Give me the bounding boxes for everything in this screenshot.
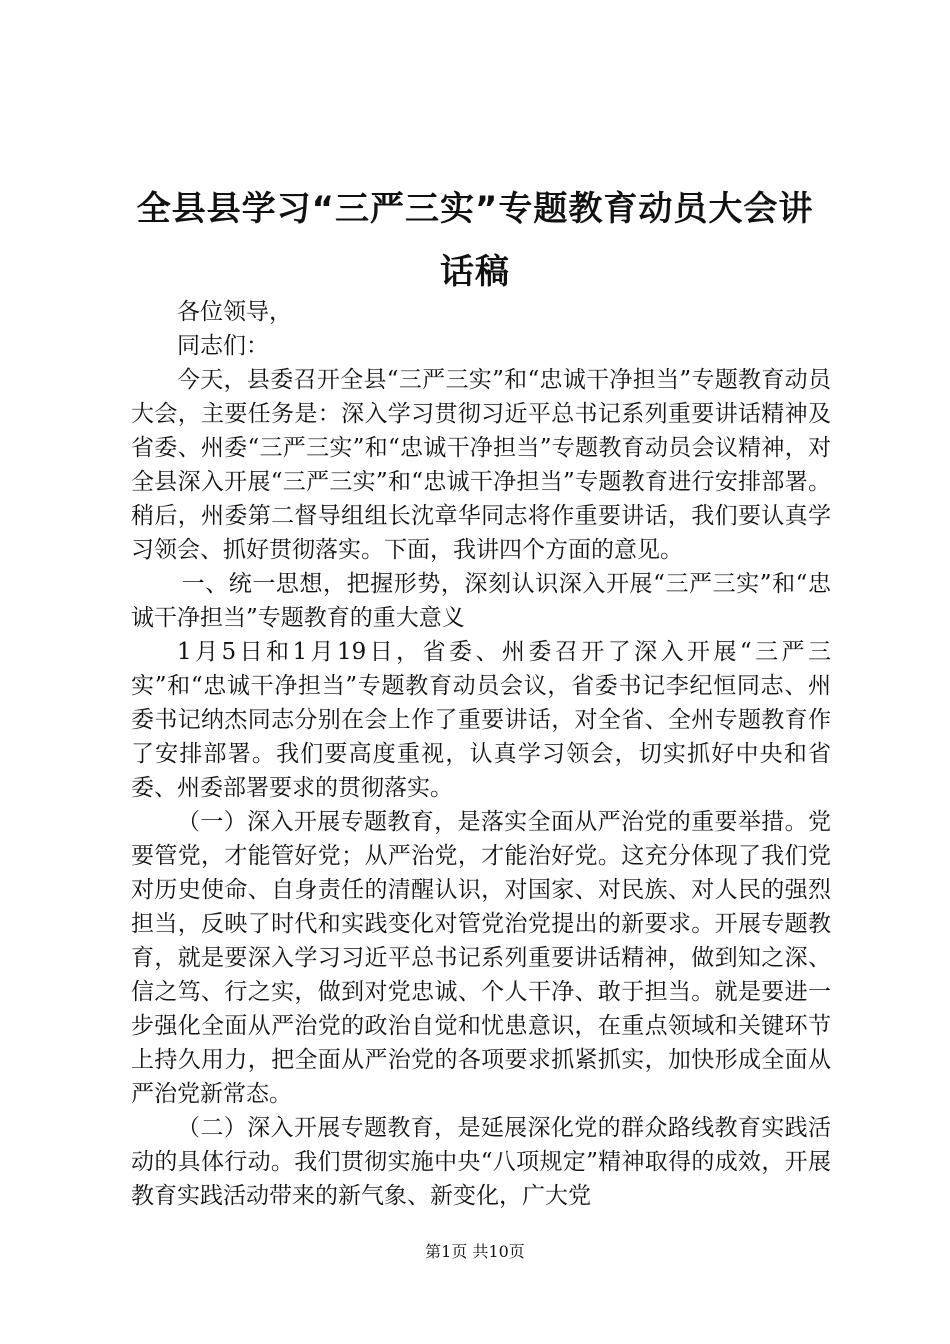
title-line-1: 全县县学习“三严三实”专题教育动员大会讲 — [136, 189, 814, 229]
paragraph-point-1: （一）深入开展专题教育，是落实全面从严治党的重要举措。党要管党，才能管好党；从严治党，才能治好党。这充分体现了我们党对历史使命、自身责任的清醒认识，对国家、对民族、对人民的强烈担当，反映了时代和实践变化对管党治党提出的新要求。开展专题教育，就是要深入学习习近平总书记系列重要讲话精神，做到知之深、信之笃、行之实，做到对党忠诚、个人干净、敢于担当。就是要进一步强化全面从严治党的政治自觉和忧患意识，在重点领域和关键环节上持久用力，把全面从严治党的各项要求抓紧抓实，加快形成全面从严治党新常态。 — [131, 809, 831, 1107]
section-heading-1: 一、统一思想，把握形势，深刻认识深入开展“三严三实”和“忠诚干净担当”专题教育的重大意义 — [131, 571, 831, 631]
document-title — [100, 178, 850, 304]
paragraph-meeting: 1月5日和1月19日，省委、州委召开了深入开展“三严三实”和“忠诚干净担当”专题教育动员会议，省委书记李纪恒同志、州委书记纳杰同志分别在会上作了重要讲话，对全省、全州专题教育作了安排部署。我们要高度重视，认真学习领会，切实抓好中央和省委、州委部署要求的贯彻落实。 — [131, 639, 831, 801]
title-line-2: 话稿 — [440, 252, 510, 292]
paragraph-point-2: （二）深入开展专题教育，是延展深化党的群众路线教育实践活动的具体行动。我们贯彻实施中央“八项规定”精神取得的成效，开展教育实践活动带来的新气象、新变化，广大党 — [131, 1115, 831, 1209]
page-number: 第1页 共10页 — [425, 1242, 525, 1261]
paragraph-intro: 今天，县委召开全县“三严三实”和“忠诚干净担当”专题教育动员大会，主要任务是：深入学习贯彻习近平总书记系列重要讲话精神及省委、州委“三严三实”和“忠诚干净担当”专题教育动员会议精神，对全县深入开展“三严三实”和“忠诚干净担当”专题教育进行安排部署。稍后，州委第二督导组组长沈章华同志将作重要讲话，我们要认真学习领会、抓好贯彻落实。下面，我讲四个方面的意见。 — [131, 367, 831, 563]
document-body — [131, 295, 831, 1213]
salutation-comrades: 同志们： — [177, 333, 269, 359]
salutation-leaders: 各位领导， — [177, 299, 292, 325]
